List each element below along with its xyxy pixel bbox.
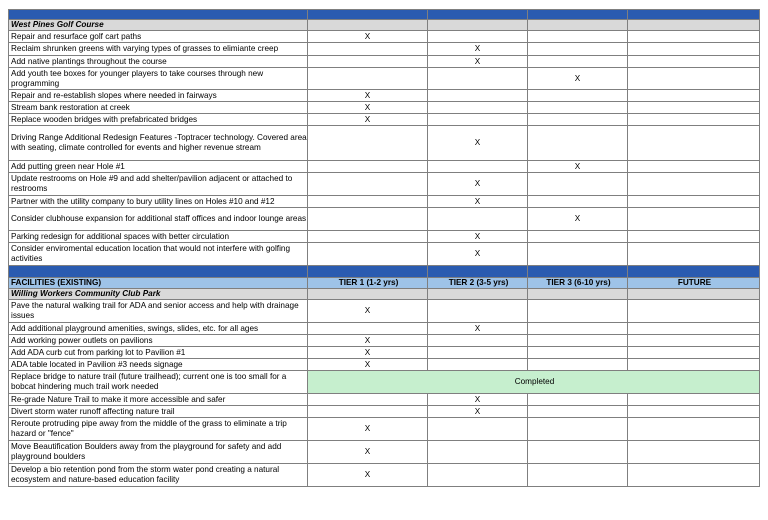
task-cell: Reclaim shrunken greens with varying types of grasses to elimiante creep	[9, 43, 308, 56]
tier-mark-cell	[308, 196, 428, 208]
tier-mark-cell: X	[308, 347, 428, 359]
tier-mark-cell	[308, 394, 428, 406]
tier-mark-cell	[628, 323, 760, 335]
golf-task-row	[9, 56, 760, 68]
park-task-row	[9, 394, 760, 406]
task-cell: ADA table located in Pavilion #3 needs signage	[9, 359, 308, 371]
task-cell: Pave the natural walking trail for ADA and senior access and help with drainage issues	[9, 300, 308, 323]
park-task-row	[9, 300, 760, 323]
tier-mark-cell: X	[308, 300, 428, 323]
tier-mark-cell	[528, 418, 628, 441]
tier-mark-cell	[528, 102, 628, 114]
tier-mark-cell	[428, 464, 528, 487]
tier-mark-cell	[528, 243, 628, 266]
tier-mark-cell	[628, 347, 760, 359]
tier-mark-cell	[528, 31, 628, 43]
tier-mark-cell	[308, 173, 428, 196]
tier-mark-cell	[628, 173, 760, 196]
golf-task-row	[9, 68, 760, 90]
tier-mark-cell	[308, 323, 428, 335]
tier-header-4: FUTURE	[628, 278, 760, 289]
tier-mark-cell	[308, 406, 428, 418]
park-task-row	[9, 441, 760, 464]
golf-task-row	[9, 90, 760, 102]
tier-mark-cell: X	[308, 335, 428, 347]
tier-mark-cell	[428, 68, 528, 90]
tier-mark-cell: X	[308, 359, 428, 371]
tier-mark-cell: X	[308, 31, 428, 43]
top-bar-row	[9, 10, 760, 20]
task-cell: Add youth tee boxes for younger players to take courses through new programming	[9, 68, 308, 90]
task-cell: Stream bank restoration at creek	[9, 102, 308, 114]
tier-mark-cell	[308, 68, 428, 90]
tier-mark-cell	[528, 56, 628, 68]
tier-mark-cell	[428, 441, 528, 464]
tier-mark-cell	[628, 208, 760, 231]
tier-mark-cell	[428, 114, 528, 126]
tier-mark-cell: X	[428, 231, 528, 243]
tier-mark-cell	[628, 43, 760, 56]
tier-mark-cell	[628, 31, 760, 43]
task-cell: Replace bridge to nature trail (future trailhead); current one is too small for a bobcat hindering much trail work needed	[9, 371, 308, 394]
golf-task-row	[9, 173, 760, 196]
tier-mark-cell	[308, 161, 428, 173]
tier-mark-cell: X	[528, 161, 628, 173]
tier-mark-cell: X	[428, 243, 528, 266]
section-title-row	[9, 20, 760, 31]
tier-mark-cell: X	[308, 418, 428, 441]
task-cell: Re-grade Nature Trail to make it more accessible and safer	[9, 394, 308, 406]
task-cell: Repair and re-establish slopes where needed in fairways	[9, 90, 308, 102]
tier-mark-cell	[308, 56, 428, 68]
task-cell: Develop a bio retention pond from the storm water pond creating a natural ecosystem and nature-based education facility	[9, 464, 308, 487]
priority-table	[8, 9, 760, 487]
tier-header-2: TIER 2 (3-5 yrs)	[428, 278, 528, 289]
task-cell: Add working power outlets on pavilions	[9, 335, 308, 347]
tier-mark-cell	[628, 394, 760, 406]
tier-mark-cell	[528, 347, 628, 359]
tier-mark-cell	[528, 173, 628, 196]
tier-mark-cell	[428, 90, 528, 102]
tier-mark-cell	[628, 102, 760, 114]
tier-mark-cell	[528, 126, 628, 161]
park-task-row	[9, 347, 760, 359]
task-cell: Add additional playground amenities, swings, slides, etc. for all ages	[9, 323, 308, 335]
tier-header-1: TIER 1 (1-2 yrs)	[308, 278, 428, 289]
tier-mark-cell	[628, 418, 760, 441]
park-task-row	[9, 464, 760, 487]
tier-mark-cell: X	[308, 102, 428, 114]
tier-mark-cell: X	[528, 208, 628, 231]
tier-mark-cell	[528, 464, 628, 487]
tier-mark-cell	[628, 56, 760, 68]
divider-bar-row	[9, 266, 760, 278]
tier-mark-cell	[428, 300, 528, 323]
tier-mark-cell: X	[308, 90, 428, 102]
golf-task-row	[9, 208, 760, 231]
tier-header-row	[9, 278, 760, 289]
task-cell: Consider enviromental education location that would not interfere with golfing activities	[9, 243, 308, 266]
section-title-golf: West Pines Golf Course	[9, 20, 308, 31]
tier-header-3: TIER 3 (6-10 yrs)	[528, 278, 628, 289]
park-task-row	[9, 323, 760, 335]
tier-mark-cell	[628, 243, 760, 266]
tier-mark-cell	[628, 359, 760, 371]
task-cell: Update restrooms on Hole #9 and add shelter/pavilion adjacent or attached to restrooms	[9, 173, 308, 196]
tier-mark-cell	[308, 243, 428, 266]
golf-task-row	[9, 43, 760, 56]
task-cell: Replace wooden bridges with prefabricated bridges	[9, 114, 308, 126]
park-task-row	[9, 335, 760, 347]
tier-mark-cell	[528, 90, 628, 102]
task-cell: Move Beautification Boulders away from the playground for safety and add playground boulders	[9, 441, 308, 464]
tier-mark-cell	[628, 196, 760, 208]
tier-mark-cell	[628, 126, 760, 161]
section-title-park: Willing Workers Community Club Park	[9, 289, 308, 300]
tier-mark-cell: X	[308, 464, 428, 487]
task-cell: Reroute protruding pipe away from the middle of the grass to eliminate a trip hazard or "fence"	[9, 418, 308, 441]
tier-mark-cell: X	[528, 68, 628, 90]
task-cell: Partner with the utility company to bury utility lines on Holes #10 and #12	[9, 196, 308, 208]
task-cell: Divert storm water runoff affecting nature trail	[9, 406, 308, 418]
tier-mark-cell	[628, 114, 760, 126]
tier-mark-cell	[528, 196, 628, 208]
tier-mark-cell	[428, 418, 528, 441]
tier-mark-cell	[428, 31, 528, 43]
tier-mark-cell	[528, 335, 628, 347]
tier-mark-cell: X	[428, 56, 528, 68]
tier-mark-cell	[308, 231, 428, 243]
tier-mark-cell: X	[428, 406, 528, 418]
tier-mark-cell: X	[428, 43, 528, 56]
tier-mark-cell	[528, 231, 628, 243]
park-task-row	[9, 359, 760, 371]
tier-mark-cell	[528, 323, 628, 335]
task-cell: Driving Range Additional Redesign Features -Toptracer technology. Covered area with seating, climate controlled for events and higher revenue stream	[9, 126, 308, 161]
tier-mark-cell: X	[428, 126, 528, 161]
task-cell: Parking redesign for additional spaces with better circulation	[9, 231, 308, 243]
golf-task-row	[9, 102, 760, 114]
tier-mark-cell	[528, 441, 628, 464]
tier-mark-cell	[628, 161, 760, 173]
task-cell: Consider clubhouse expansion for additional staff offices and indoor lounge areas	[9, 208, 308, 231]
tier-mark-cell	[308, 208, 428, 231]
tier-mark-cell	[528, 406, 628, 418]
completed-cell: Completed	[308, 371, 760, 394]
tier-mark-cell	[428, 359, 528, 371]
tier-mark-cell	[628, 441, 760, 464]
task-cell: Add putting green near Hole #1	[9, 161, 308, 173]
task-cell: Repair and resurface golf cart paths	[9, 31, 308, 43]
tier-mark-cell	[628, 464, 760, 487]
tier-mark-cell	[628, 300, 760, 323]
golf-task-row	[9, 161, 760, 173]
tier-mark-cell	[628, 231, 760, 243]
park-task-row	[9, 371, 760, 394]
park-task-row	[9, 418, 760, 441]
tier-mark-cell	[308, 126, 428, 161]
tier-mark-cell	[428, 102, 528, 114]
golf-task-row	[9, 31, 760, 43]
tier-mark-cell	[628, 406, 760, 418]
park-task-row	[9, 406, 760, 418]
tier-mark-cell: X	[428, 173, 528, 196]
tier-mark-cell	[528, 114, 628, 126]
tier-mark-cell	[528, 43, 628, 56]
golf-task-row	[9, 243, 760, 266]
task-cell: Add ADA curb cut from parking lot to Pavilion #1	[9, 347, 308, 359]
tier-mark-cell: X	[428, 394, 528, 406]
task-cell: Add native plantings throughout the course	[9, 56, 308, 68]
tier-mark-cell: X	[428, 323, 528, 335]
golf-task-row	[9, 126, 760, 161]
tier-mark-cell: X	[428, 196, 528, 208]
tier-mark-cell	[628, 68, 760, 90]
tier-mark-cell	[308, 43, 428, 56]
tier-mark-cell	[628, 90, 760, 102]
tier-mark-cell: X	[308, 114, 428, 126]
tier-mark-cell	[428, 161, 528, 173]
golf-task-row	[9, 231, 760, 243]
golf-task-row	[9, 196, 760, 208]
tier-mark-cell	[428, 347, 528, 359]
section-title-row	[9, 289, 760, 300]
tier-mark-cell: X	[308, 441, 428, 464]
facilities-header: FACILITIES (EXISTING)	[9, 278, 308, 289]
tier-mark-cell	[528, 359, 628, 371]
tier-mark-cell	[528, 394, 628, 406]
tier-mark-cell	[428, 335, 528, 347]
tier-mark-cell	[428, 208, 528, 231]
tier-mark-cell	[628, 335, 760, 347]
golf-task-row	[9, 114, 760, 126]
tier-mark-cell	[528, 300, 628, 323]
